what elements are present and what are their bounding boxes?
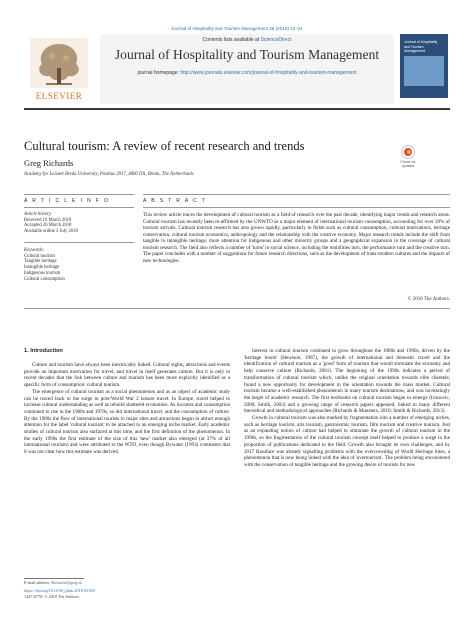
keyword-item: Indigenous tourism <box>24 270 61 276</box>
body-paragraph: Interest in cultural tourism continued to grow throughout the 1980s and 1990s, driven by the 'heritage boom' (Hewison, 1987), the growth of international and domestic travel and the identification of cultural tourism as a 'good' form of tourism that would stimulate the economy and help conserve culture (Richards, 2001). The beginning of the 1990s indicates a period of transformation of cultural tourism which, unlike the original orientation towards elite clientele, found a new opportunity for development in the orientation towards the mass market. Cultural tourism became a well-established phenomenon in many tourism destinations, and was increasingly the target of academic research. The first textbooks on cultural tourism began to emerge (Ivanovic, 2008; Smith, 2003) and a growing range of research papers appeared, linked to many different theoretical and methodological approaches (Richards & Munsters, 2010; Smith & Richards, 2013). <box>244 348 450 415</box>
author-affiliation: Academy for Leisure Breda University, Postbus 3917, 4800 DX, Breda, The Netherlands <box>24 172 194 177</box>
copyright-notice: © 2018 The Authors. <box>407 297 450 302</box>
history-accepted: Accepted 26 March 2018 <box>24 223 72 229</box>
section-heading-introduction: 1. Introduction <box>24 348 63 354</box>
keyword-item: Tangible heritage <box>24 259 57 265</box>
journal-header-box <box>100 34 394 104</box>
check-for-updates-button[interactable] <box>396 145 420 171</box>
author-email-line <box>24 580 224 585</box>
article-info-label: A R T I C L E I N F O <box>24 198 110 204</box>
elsevier-tree-logo-icon <box>24 34 94 104</box>
check-updates-label: Check for updates <box>400 160 416 169</box>
history-online: Available online 3 July 2018 <box>24 229 78 235</box>
cover-band <box>404 56 444 86</box>
history-received: Received 16 March 2018 <box>24 217 72 223</box>
contents-line <box>100 37 394 43</box>
journal-citation[interactable]: Journal of Hospitality and Tourism Management 36 (2018) 12–21 <box>171 26 303 31</box>
author-email-link[interactable]: Richards@greg.nl <box>51 580 82 585</box>
journal-masthead <box>24 34 450 104</box>
keyword-item: Cultural consumption <box>24 276 65 282</box>
doi-link[interactable]: https://doi.org/10.1016/j.jhtm.2018.03.005 <box>24 588 96 594</box>
page-footer <box>24 580 224 599</box>
article-title: Cultural tourism: A review of recent research and trends <box>24 139 305 153</box>
keyword-item: Cultural tourism <box>24 253 55 259</box>
abstract-bottom-rule <box>24 308 450 309</box>
info-top-rule <box>24 194 134 195</box>
body-column-right <box>244 348 450 469</box>
author-name[interactable]: Greg Richards <box>24 158 74 168</box>
issn-line: 1447-6770/ © 2018 The Authors. <box>24 593 80 599</box>
abstract-top-rule <box>143 194 450 195</box>
journal-homepage <box>100 70 394 77</box>
keywords-heading: Keywords: <box>24 248 45 253</box>
keywords <box>24 248 134 282</box>
article-history <box>24 212 134 235</box>
contents-prefix: Contents lists available at <box>202 37 261 43</box>
body-paragraph: The emergence of cultural tourism as a social phenomenon and as an object of academic study can be traced back to the surge in post-World War 2 leisure travel. In Europe, travel helped to increase cultural understanding as well as rebuild shattered economies. As incomes and consumption continued to rise in the 1960s and 1970s, so did international travel, and the consumption of culture. By the 1980s the flow of international tourists to major sites and attractions began to attract enough attention for the label 'cultural tourism' to be attached to an emerging niche market. Early academic studies of cultural tourism also surfaced at this time, and the first definition of the phenomenon. In the early 1990s the first estimate of the size of this 'new' market also emerged (at 37% of all international tourism) and were attributed to the WTO, even though Bywater (1993) comments that it was not clear how this estimate was derived. <box>24 388 230 456</box>
homepage-url[interactable]: http://www.journals.elsevier.com/journal-of-hospitality-and-tourism-management <box>180 70 357 76</box>
footnote-rule <box>24 578 84 579</box>
journal-title: Journal of Hospitality and Tourism Management <box>114 47 380 62</box>
body-column-left <box>24 362 230 456</box>
keywords-rule <box>24 242 134 243</box>
journal-cover-image <box>400 34 448 98</box>
info-sub-rule <box>24 207 134 208</box>
abstract-text: This review article traces the development of cultural tourism as a field of research over the past decade, identifying major trends and research areas. Cultural tourism has recently been re-affirmed by the UNWTO as a major element of international tourism consumption, accounting for over 39% of tourism arrivals. Cultural tourism research has also grown rapidly, particularly in fields such as cultural consumption, cultural motivations, heritage conservation, cultural tourism economics, anthropology and the relationship with the creative economy. Major research trends include the shift from tangible to intangible heritage, more attention for indigenous and other minority groups and a geographical expansion in the coverage of cultural tourism research. The field also reflects a number of 'turns' in social science, including the mobilities turn, the performance turn and the creative turn. The paper concludes with a number of suggestions for future research directions, such as the development of trans-modern cultures and the impacts of new technologies. <box>143 212 450 264</box>
body-paragraph: Culture and tourism have always been inextricably linked. Cultural sights, attractions and events provide an important motivation for travel, and travel in itself generates culture. But it is only in recent decades that the link between culture and tourism has been more explicitly identified as a specific form of consumption: cultural tourism. <box>24 362 230 389</box>
publisher-name: ELSEVIER <box>35 91 83 101</box>
masthead-divider <box>24 108 450 110</box>
body-paragraph: Growth in cultural tourism was also marked by fragmentation into a number of emerging niches, such as heritage tourism, arts tourism, gastronomic tourism, film tourism and creative tourism. Just as an expanding notion of culture had helped to stimulate the growth of cultural tourism in the 1990s, so the fragmentation of the cultural tourism concept itself helped to produce a surge in the proportion of publications dedicated to the field. Growth also brought its own challenges, and by 2017 Boniface was already signalling problems with the overcrowding of World Heritage Sites, a phenomenon that is now being linked with the idea of 'overtourism'. The problem being encountered with the conservation of tangible heritage and the growing desire of tourists for new <box>244 415 450 468</box>
cover-title: Journal of Hospitality and Tourism Management <box>404 40 438 53</box>
email-label: E-mail address: <box>24 580 52 585</box>
crossmark-icon <box>401 145 415 159</box>
history-heading: Article history: <box>24 212 53 217</box>
homepage-label: journal homepage: <box>137 70 181 76</box>
abstract-sub-rule <box>143 207 450 208</box>
abstract-label: A B S T R A C T <box>143 198 207 204</box>
sciencedirect-link[interactable]: ScienceDirect <box>260 37 292 43</box>
keyword-item: Intangible heritage <box>24 265 60 271</box>
